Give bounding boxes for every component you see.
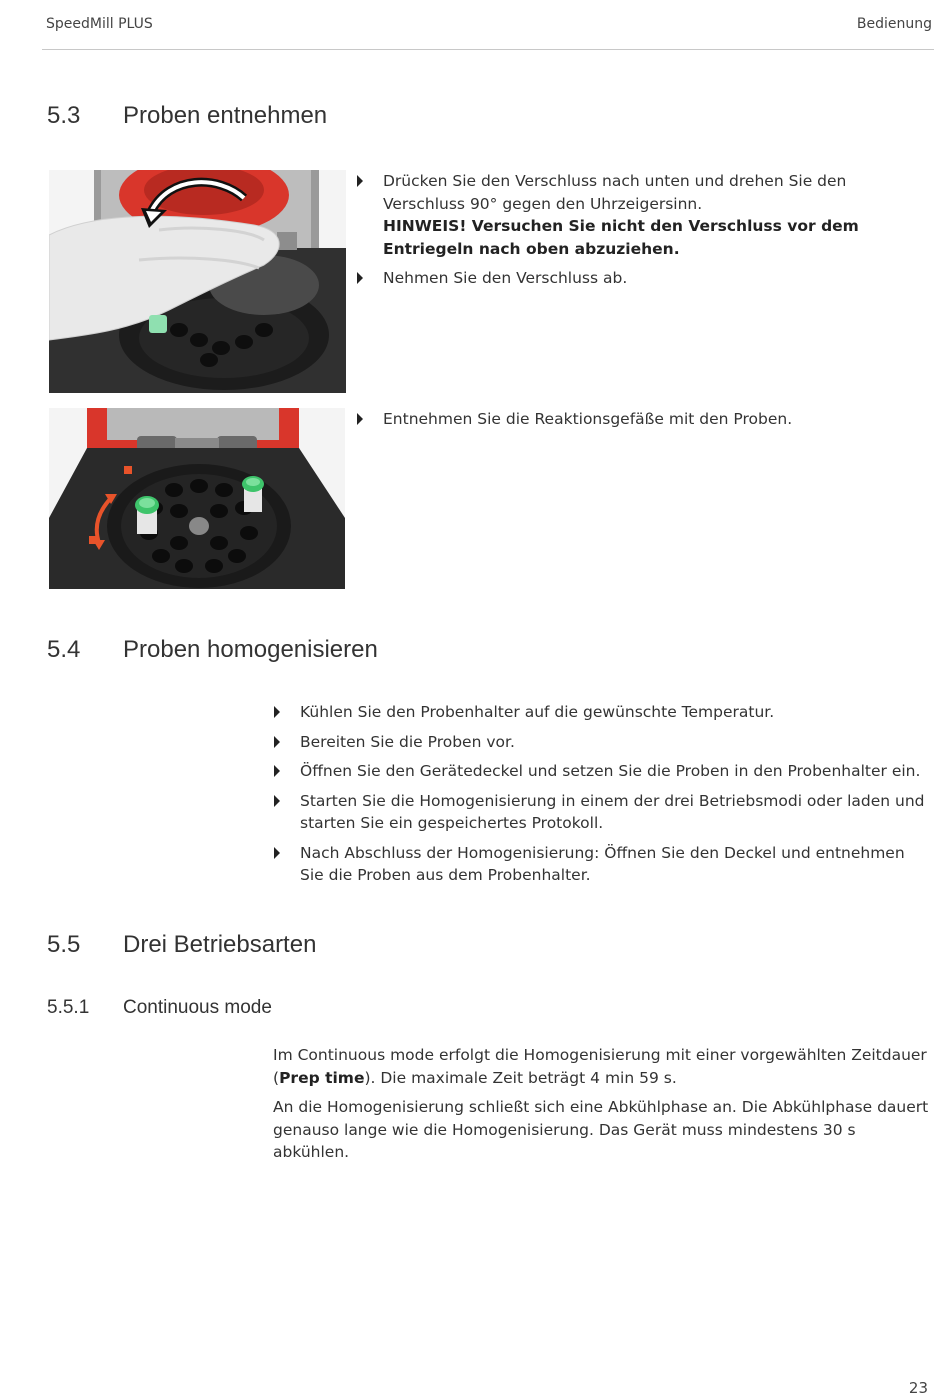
bullet-triangle-icon (357, 413, 363, 425)
step-text: Nehmen Sie den Verschluss ab. (383, 269, 628, 287)
step-text: Drücken Sie den Verschluss nach unten und drehen Sie den Verschluss 90° gegen den Uhrzeigersinn. (383, 172, 847, 213)
paragraph-text: ). Die maximale Zeit beträgt 4 min 59 s. (364, 1068, 677, 1087)
step-text: Starten Sie die Homogenisierung in einem der drei Betriebsmodi oder laden und starten Sie ein gespeichertes Protokoll. (300, 791, 925, 832)
bullet-triangle-icon (274, 765, 280, 777)
list-item (274, 731, 930, 754)
ui-term-prep-time: Prep time (279, 1068, 365, 1087)
list-item (274, 760, 930, 783)
photo-sample-holder (49, 408, 345, 589)
list-item (357, 170, 927, 260)
bullet-triangle-icon (274, 706, 280, 718)
section-title: Drei Betriebsarten (123, 931, 317, 958)
continuous-mode-paragraph-1 (273, 1044, 929, 1089)
subsection-number: 5.5.1 (47, 997, 90, 1018)
running-header-left: SpeedMill PLUS (46, 16, 153, 32)
step-text: Nach Abschluss der Homogenisierung: Öffnen Sie den Deckel und entnehmen Sie die Proben aus dem Probenhalter. (300, 843, 905, 884)
list-item (274, 701, 930, 724)
bullet-triangle-icon (274, 847, 280, 859)
step-text: Entnehmen Sie die Reaktionsgefäße mit den Proben. (383, 410, 793, 428)
steps-remove-samples (357, 408, 927, 438)
step-text: Kühlen Sie den Probenhalter auf die gewünschte Temperatur. (300, 703, 775, 721)
section-number: 5.3 (47, 102, 81, 129)
page-number: 23 (908, 1379, 928, 1397)
list-item (274, 790, 930, 835)
bullet-triangle-icon (357, 175, 363, 187)
section-number: 5.4 (47, 636, 81, 663)
photo-release-closure (49, 170, 346, 393)
bullet-triangle-icon (274, 795, 280, 807)
bullet-triangle-icon (357, 272, 363, 284)
running-header-right: Bedienung (856, 16, 932, 32)
list-item (274, 842, 930, 887)
warning-note: HINWEIS! Versuchen Sie nicht den Verschluss vor dem Entriegeln nach oben abzuziehen. (383, 217, 859, 258)
bullet-triangle-icon (274, 736, 280, 748)
header-divider (42, 49, 934, 50)
list-item (357, 408, 927, 431)
subsection-title: Continuous mode (123, 997, 272, 1018)
paragraph-text: Im Continuous mode erfolgt die Homogenisierung mit einer vorgewählten Zeitdauer ( (273, 1046, 927, 1087)
step-text: Öffnen Sie den Gerätedeckel und setzen Sie die Proben in den Probenhalter ein. (300, 762, 921, 780)
list-item (357, 267, 927, 290)
section-number: 5.5 (47, 931, 81, 958)
steps-homogenize (274, 701, 930, 894)
section-title: Proben entnehmen (123, 102, 328, 129)
section-title: Proben homogenisieren (123, 636, 378, 663)
continuous-mode-paragraph-2: An die Homogenisierung schließt sich eine Abkühlphase an. Die Abkühlphase dauert genauso lange wie die Homogenisierung. Das Gerät muss mindestens 30 s abkühlen. (273, 1098, 929, 1161)
steps-remove-closure (357, 170, 927, 297)
step-text: Bereiten Sie die Proben vor. (300, 732, 515, 751)
